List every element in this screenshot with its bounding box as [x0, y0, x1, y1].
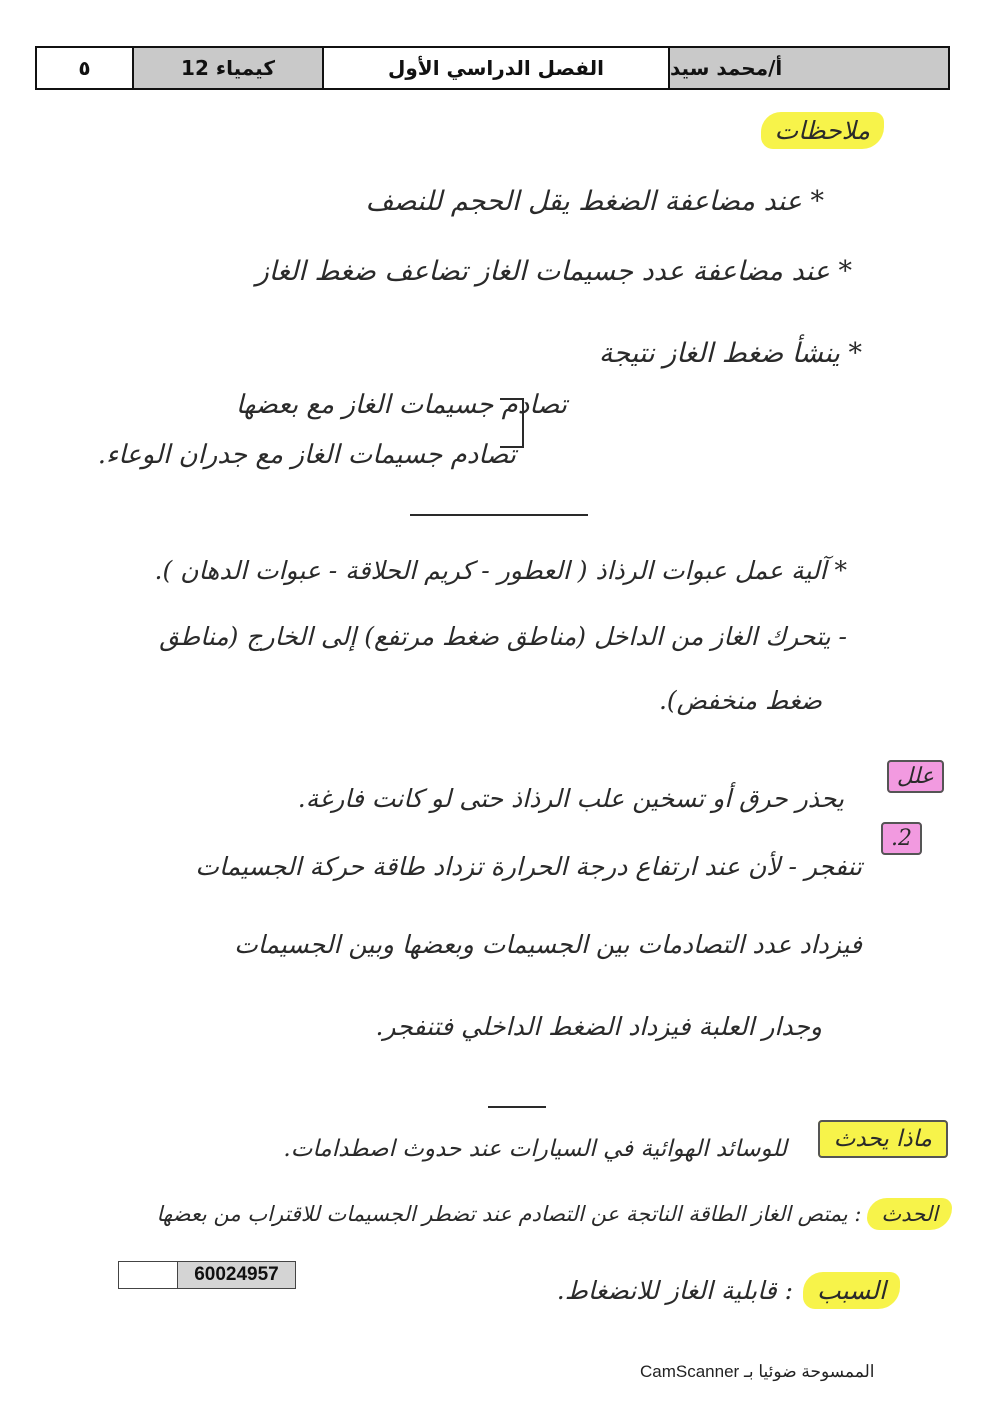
spray-line-1: * آلية عمل عبوات الرذاذ ( العطور - كريم الحلاقة - عبوات الدهان ). [154, 556, 847, 585]
page-number: ٥ [37, 48, 132, 88]
cause-line [557, 1272, 900, 1309]
note-line-2: * عند مضاعفة عدد جسيمات الغاز تضاعف ضغط الغاز [255, 256, 852, 287]
note-line-3: * ينشأ ضغط الغاز نتيجة [598, 338, 862, 369]
answer-label: الحدث [867, 1198, 952, 1230]
teacher-cell: أ/محمد سيد [668, 48, 948, 88]
term-cell: الفصل الدراسي الأول [322, 48, 668, 88]
notes-title: ملاحظات [761, 116, 884, 145]
answer-text: : يمتص الغاز الطاقة الناتجة عن التصادم عند تضطر الجسيمات للاقتراب من بعضها [156, 1202, 862, 1226]
branch-1: تصادم جسيمات الغاز مع بعضها [235, 390, 567, 420]
spray-line-2: - يتحرك الغاز من الداخل (مناطق ضغط مرتفع) إلى الخارج (مناطق [159, 622, 847, 651]
code-blank-cell [119, 1262, 178, 1288]
code-number: 60024957 [178, 1262, 295, 1288]
cause-label: السبب [803, 1272, 900, 1309]
camscanner-watermark: الممسوحة ضوئيا بـ CamScanner [640, 1362, 875, 1381]
branch-2: تصادم جسيمات الغاز مع جدران الوعاء. [97, 440, 516, 470]
reason-line-3: فيزداد عدد التصادمات بين الجسيمات وبعضها وبين الجسيمات [234, 930, 862, 959]
answer-line [157, 1198, 952, 1230]
spray-line-3: ضغط منخفض). [658, 686, 822, 715]
what-happens-badge: ماذا يحدث [818, 1126, 948, 1152]
separator-short [488, 1106, 546, 1108]
reason-line-2: تنفجر - لأن عند ارتفاع درجة الحرارة تزداد طاقة حركة الجسيمات [195, 852, 862, 881]
cause-text: : قابلية الغاز للانضغاط. [556, 1276, 794, 1305]
note-line-1: * عند مضاعفة الضغط يقل الحجم للنصف [365, 186, 824, 217]
code-box [118, 1261, 296, 1289]
reason-line-4: وجدار العلبة فيزداد الضغط الداخلي فتنفجر. [375, 1012, 822, 1041]
reason-badge: علل [887, 764, 944, 789]
number-badge: 2. [881, 826, 922, 851]
reason-line-1: يحذر حرق أو تسخين علب الرذاذ حتى لو كانت فارغة. [297, 784, 844, 813]
what-happens-question: للوسائد الهوائية في السيارات عند حدوث اصطدامات. [283, 1136, 787, 1162]
separator [410, 514, 588, 516]
header-table [35, 46, 950, 90]
subject-cell: كيمياء 12 [132, 48, 322, 88]
